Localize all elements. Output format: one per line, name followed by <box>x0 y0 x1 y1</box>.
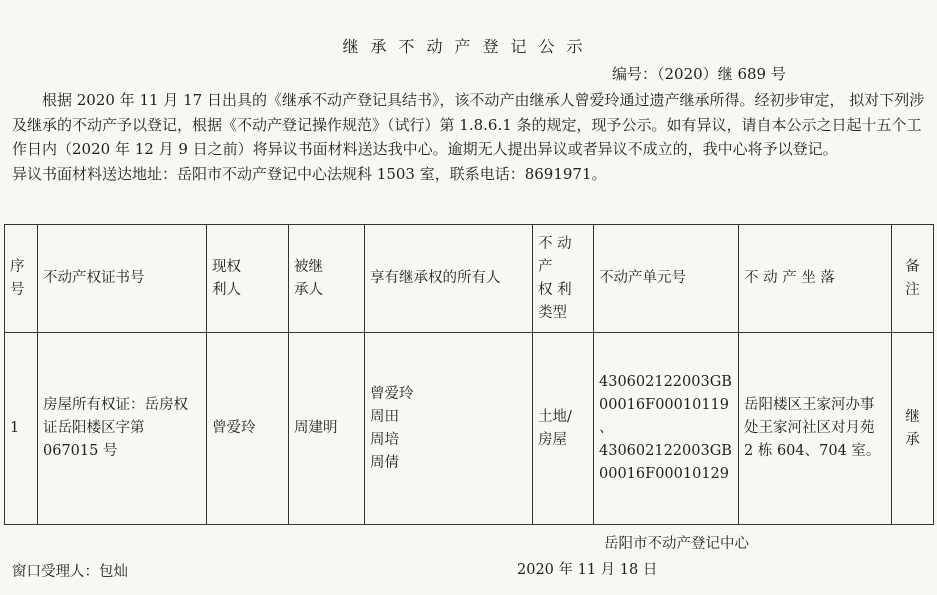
table-header-row <box>5 225 934 333</box>
header-right-type: 不 动 产 权 利 类型 <box>533 225 594 333</box>
document-number: 编号：（2020）继 689 号 <box>612 65 786 83</box>
table-row <box>5 333 934 525</box>
property-table <box>4 224 934 525</box>
header-decedent: 被继 承人 <box>289 225 365 333</box>
notice-paragraph: 根据 2020 年 11 月 17 日出具的《继承不动产登记具结书》，该不动产由继承人曾爱玲通过遗产继承所得。经初步审定， 拟对下列涉及继承的不动产予以登记，根据《不动产登记操作规范》（试行）第 1.8.6.1 条的规定，现予公示。如有异议，请自本公示之日起十五个工作日内（2020 年 12 月 9 日之前）将异议书面材料送达我中心。逾期无人提出异议或者异议不成立的，我中心将予以登记。 <box>12 91 925 158</box>
cell-right-type: 土地/ 房屋 <box>533 333 594 525</box>
cell-seq: 1 <box>5 333 38 525</box>
header-note: 备 注 <box>892 225 934 333</box>
cell-note: 继 承 <box>892 333 934 525</box>
issue-date: 2020 年 11 月 18 日 <box>517 562 658 578</box>
cell-current-owner: 曾爱玲 <box>207 333 289 525</box>
cell-decedent: 周建明 <box>289 333 365 525</box>
window-handler: 窗口受理人：包灿 <box>12 564 128 580</box>
notice-body <box>12 88 927 186</box>
cell-all-heirs: 曾爱玲 周田 周培 周倩 <box>365 333 533 525</box>
notice-title: 继承不动产登记公示 <box>342 37 595 56</box>
objection-address: 异议书面材料送达地址：岳阳市不动产登记中心法规科 1503 室，联系电话：8691971。 <box>12 164 607 183</box>
header-location: 不 动 产 坐 落 <box>739 225 892 333</box>
header-certificate-no: 不动产权证书号 <box>38 225 207 333</box>
issuing-organization: 岳阳市不动产登记中心 <box>604 536 749 552</box>
header-unit-no: 不动产单元号 <box>594 225 739 333</box>
header-seq: 序 号 <box>5 225 38 333</box>
header-current-owner: 现权 利人 <box>207 225 289 333</box>
header-all-heirs: 享有继承权的所有人 <box>365 225 533 333</box>
cell-certificate-no: 房屋所有权证：岳房权证岳阳楼区字第 067015 号 <box>38 333 207 525</box>
cell-unit-no: 430602122003GB 00016F00010119 、 430602122003GB 00016F00010129 <box>594 333 739 525</box>
cell-location: 岳阳楼区王家河办事处王家河社区对月苑 2 栋 604、704 室。 <box>739 333 892 525</box>
